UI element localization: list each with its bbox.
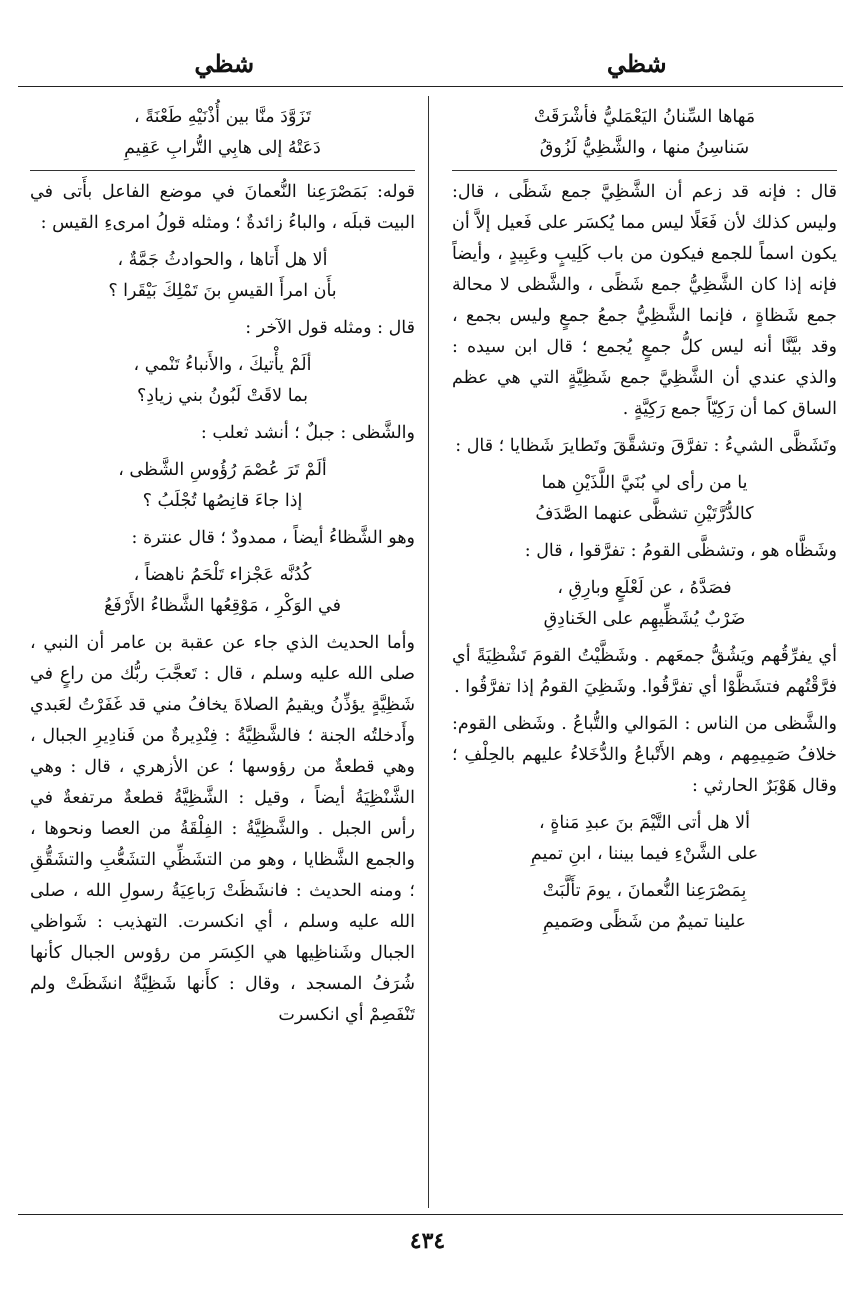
verse-line: ألا هل أتى التَّيْمَ بنَ عبدِ مَناةٍ ،	[539, 813, 750, 833]
verse-block	[30, 245, 415, 307]
right-column	[452, 96, 837, 1206]
verse-line: بما لاقَتْ لَبُونُ بني زيادِ؟	[136, 386, 309, 406]
paragraph: قوله: بَمَصْرَعِنا النُّعمانَ في موضع الفاعل بأَتى في البيت قبلَه ، والباءُ زائدةٌ ؛ ومثله قولُ امرىءِ القيس :	[30, 182, 415, 233]
paragraph: قال : فإنه قد زعم أن الشَّظِيَّ جمع شَظًى ، قال: وليس كذلك لأن فَعَلًا ليس مما يُكسَر على فَعيل إلاَّ أن يكون اسماً للجمع فيكون من باب كَلِيبٍ وعَبِيدٍ ، وأيضاً فإنه إذا كان الشَّظِيُّ جمع شَظًى ، والشَّظى لا محالة جمع شَظاةٍ ، فإنما الشَّظِيُّ جمعُ جمعٍ وليس بجمع ، وقد بيَّنَّا أنه ليس كلُّ جمعٍ يُجمع ؛ قال ابن سيده : والذي عندي أن الشَّظِيَّ جمع شَظِيَّةٍ التي هي عظم الساق كما أن رَكِيّاً جمع رَكِيَّةٍ .	[452, 182, 837, 419]
verse-line: تَزَوَّدَ منَّا بين أُذْنَيْهِ طَعْنَةً ،	[134, 107, 311, 127]
left-column	[30, 96, 415, 1206]
verse-line: علينا تميمٌ من شَظًى وصَميمِ	[543, 912, 746, 932]
verse-block	[452, 102, 837, 164]
verse-line: ألَمْ تَرَ عُصْمَ رُؤُوسِ الشَّظى ،	[118, 460, 327, 480]
page-number: ٤٣٤	[409, 1228, 446, 1254]
verse-line: مَهاها السِّنانُ اليَعْمَليُّ فأشْرَقَتْ	[533, 107, 756, 127]
verse-line: دَعَتْهُ إلى هابِي التُّرابِ عَقِيمِ	[124, 138, 321, 158]
verse-line: ألَمْ يأْتيكَ ، والأَنباءُ تَنْمي ،	[133, 355, 312, 375]
page-header	[18, 44, 843, 86]
section-divider	[452, 170, 837, 171]
verse-block	[452, 468, 837, 530]
verse-block	[452, 876, 837, 938]
column-divider	[428, 96, 429, 1208]
verse-line: كُدُنَّه عَجْزاء تَلْحَمُ ناهضاً ،	[133, 565, 312, 585]
verse-block	[30, 350, 415, 412]
header-rule	[18, 86, 843, 87]
paragraph: وتَشَظَّى الشيءُ : تفرَّقَ وتشقَّقَ وتَطايرَ شَظايا ؛ قال :	[455, 436, 837, 456]
verse-line: كالدُّرَّتَيْنِ تشظَّى عنهما الصَّدَفُ	[535, 504, 754, 524]
verse-block	[452, 808, 837, 870]
paragraph: وشَظَّاه هو ، وتشظَّى القومُ : تفرَّقوا ، قال :	[524, 541, 837, 561]
verse-block	[30, 455, 415, 517]
verse-line: إذا جاءَ قانِصُها تُجْلَبُ ؟	[142, 491, 303, 511]
verse-line: على الشَّنْءِ فيما بيننا ، ابنِ تميمِ	[530, 844, 759, 864]
paragraph: قال : ومثله قول الآخر :	[245, 318, 415, 338]
header-word-left: شظي	[194, 49, 255, 78]
paragraph: والشَّظى من الناس : المَوالي والتُّباعُ . وشَظى القوم: خلافُ صَمِيمِهم ، وهم الأَتْباعُ والدُّخَلاءُ عليهم بالحِلْفِ ؛ وقال هَوْبَرٌ الحارثي :	[452, 714, 837, 796]
paragraph: أي يفرِّقُهم ويَشُقُّ جمعَهم . وشَظَّيْتُ القومَ تَشْظِيَةً أي فرَّقْتُهم فتشَظَّوْا أي تفرَّقُوا. وشَظِيَ القومُ إذا تفرَّقُوا .	[452, 646, 837, 697]
verse-line: فصَدَّهُ ، عن لَعْلَعٍ وبارِقِ ،	[557, 578, 732, 598]
verse-block	[30, 560, 415, 622]
verse-line: ضَرْبٌ يُشَظِّيهِم على الخَنادِقِ	[543, 609, 746, 629]
verse-line: في الوَكْرِ ، مَوْقِعُها الشَّظاءُ الأَرْفَعُ	[104, 596, 341, 616]
paragraph: والشَّظى : جبلٌ ؛ أنشد ثعلب :	[200, 423, 415, 443]
verse-block	[452, 573, 837, 635]
verse-block	[30, 102, 415, 164]
paragraph: وهو الشَّظاءُ أيضاً ، ممدودٌ ؛ قال عنترة :	[131, 528, 415, 548]
header-word-right: شظي	[606, 49, 667, 78]
verse-line: سَناسِنُ منها ، والشَّظِيُّ لَزُوقُ	[539, 138, 750, 158]
paragraph: وأما الحديث الذي جاء عن عقبة بن عامر أن النبي ، صلى الله عليه وسلم ، قال : تَعجَّبَ ربُّك من راعٍ في شَظِيَّةٍ يؤذِّنُ ويقيمُ الصلاةَ يخافُ مني قد غَفَرْتُ لعَبدي وأَدخلتُه الجنة ؛ فالشَّظِيَّةُ : فِنْدِيرةٌ من فَنادِيرِ الجبال ، وهي قطعةٌ من رؤوسها ؛ عن الأزهري ، قال : وهي الشَّنْظِيَةُ أيضاً ، وقيل : الشَّظِيَّةُ قطعةٌ مرتفعةٌ في رأس الجبل . والشَّظِيَّةُ : الفِلْقَةُ من العصا ونحوها ، والجمع الشَّظايا ، وهو من التشَظِّي التشَعُّبِ والتشَقُّقِ ؛ ومنه الحديث : فانشَظَتْ رَباعِيَةُ رسولِ الله ، صلى الله عليه وسلم ، أي انكسرت. التهذيب : شَواظي الجبال وشَناظِيها هي الكِسَر من رؤوس الجبال كأنها شُرَفُ المسجد ، وقال : كأَنها شَظِيَّةٌ انشَظَتْ ولم تَنْفَصِمْ أي انكسرت	[30, 633, 415, 1025]
section-divider	[30, 170, 415, 171]
verse-line: بِمَصْرَعِنا النُّعمانَ ، يومَ تأَلَّبَتْ	[542, 881, 747, 901]
footer-rule	[18, 1214, 843, 1215]
verse-line: بأَن امرأَ القيسِ بنَ تَمْلِكَ بَيْقَرا ؟	[108, 281, 337, 301]
verse-line: يا من رأى لي بُنَيَّ اللَّذَيْنِ هما	[541, 473, 748, 493]
verse-line: ألا هل أَتاها ، والحوادثُ جَمَّةٌ ،	[117, 250, 328, 270]
